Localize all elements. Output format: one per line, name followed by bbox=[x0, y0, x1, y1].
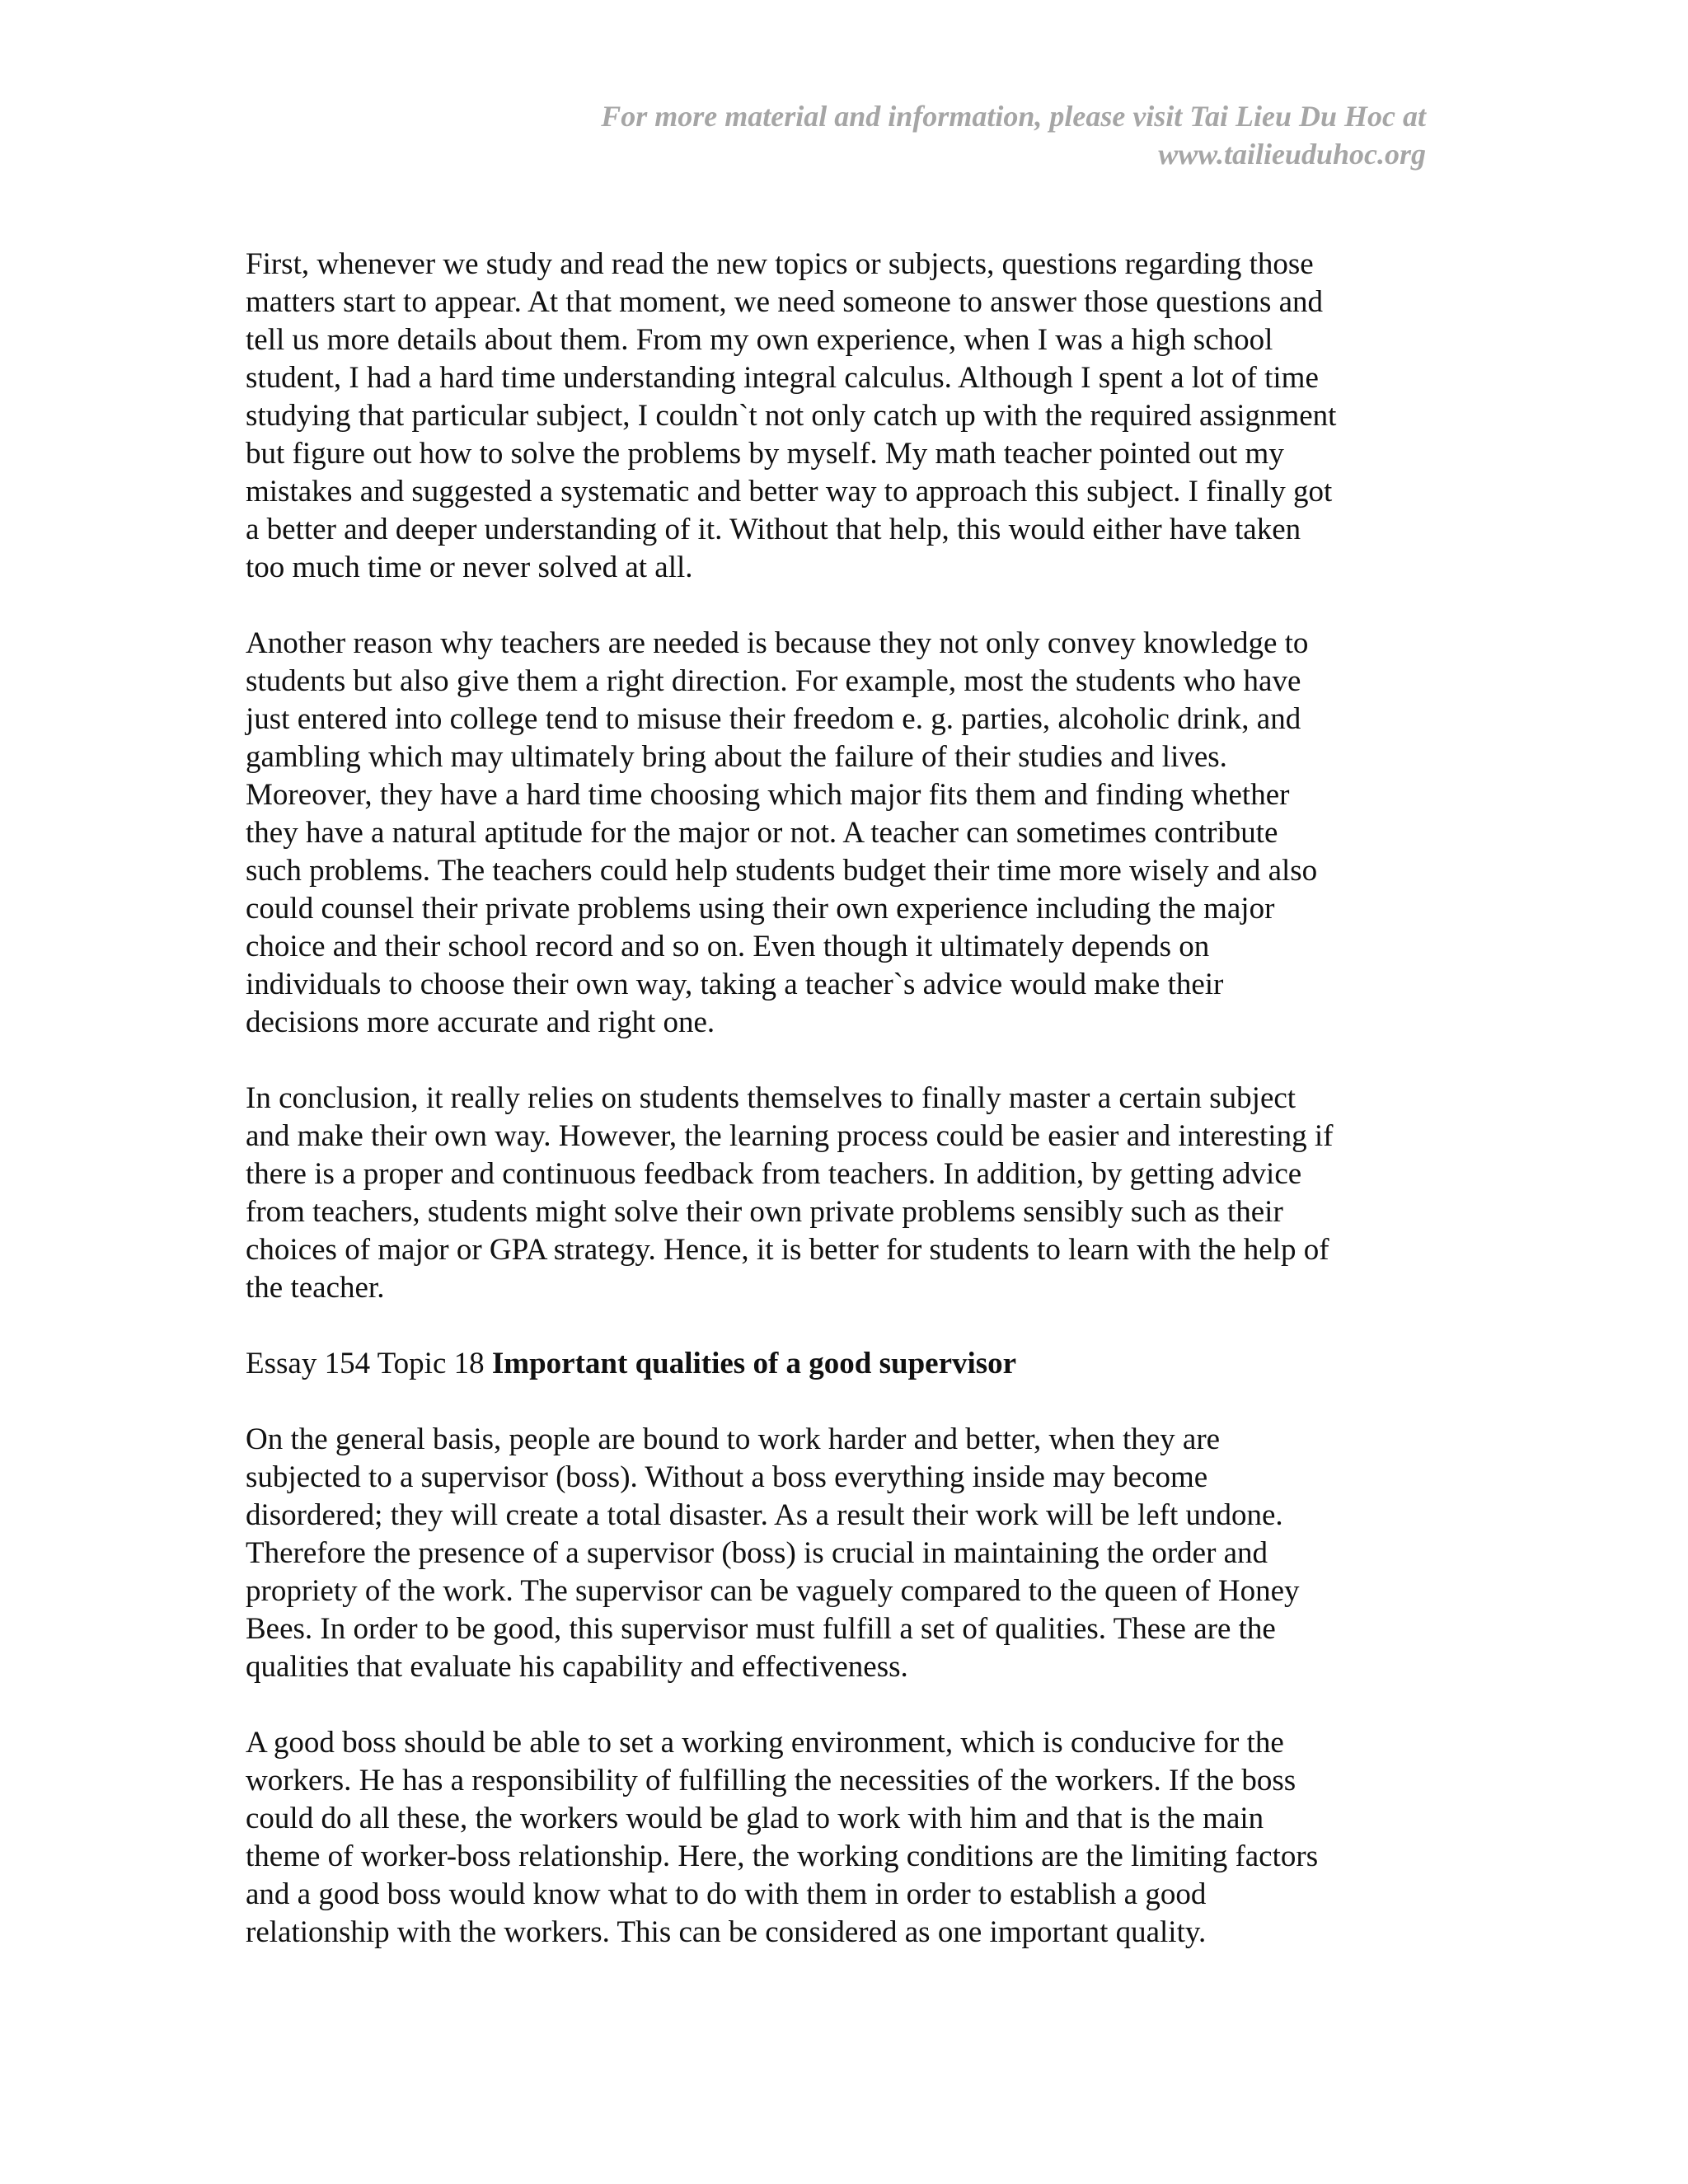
paragraph-line: workers. He has a responsibility of fulfilling the necessities of the workers. If the boss bbox=[246, 1764, 1296, 1797]
paragraph-line: there is a proper and continuous feedback from teachers. In addition, by getting advice bbox=[246, 1157, 1302, 1191]
paragraph-line: too much time or never solved at all. bbox=[246, 551, 693, 584]
paragraph-line: individuals to choose their own way, taking a teacher`s advice would make their bbox=[246, 968, 1224, 1001]
paragraph-5 bbox=[246, 1724, 1432, 1952]
paragraph-line: mistakes and suggested a systematic and better way to approach this subject. I finally got bbox=[246, 475, 1333, 509]
paragraph-line: In conclusion, it really relies on students themselves to finally master a certain subject bbox=[246, 1081, 1296, 1115]
paragraph-2 bbox=[246, 625, 1432, 1042]
paragraph-line: student, I had a hard time understanding integral calculus. Although I spent a lot of time bbox=[246, 361, 1319, 395]
paragraph-line: tell us more details about them. From my own experience, when I was a high school bbox=[246, 323, 1273, 357]
paragraph-line: subjected to a supervisor (boss). Without a boss everything inside may become bbox=[246, 1460, 1208, 1494]
paragraph-line: from teachers, students might solve their own private problems sensibly such as their bbox=[246, 1195, 1283, 1229]
paragraph-line: could do all these, the workers would be glad to work with him and that is the main bbox=[246, 1802, 1264, 1835]
essay-topic-title: Important qualities of a good supervisor bbox=[491, 1347, 1017, 1380]
essay-heading-label: Essay 154 Topic 18 bbox=[246, 1347, 492, 1380]
paragraph-3 bbox=[246, 1080, 1432, 1307]
paragraph-line: and make their own way. However, the learning process could be easier and interesting if bbox=[246, 1119, 1334, 1153]
document-body bbox=[246, 246, 1432, 1990]
paragraph-line: A good boss should be able to set a working environment, which is conducive for the bbox=[246, 1726, 1284, 1760]
paragraph-line: such problems. The teachers could help students budget their time more wisely and also bbox=[246, 854, 1318, 888]
paragraph-1 bbox=[246, 246, 1432, 587]
paragraph-line: the teacher. bbox=[246, 1271, 385, 1305]
paragraph-line: relationship with the workers. This can be considered as one important quality. bbox=[246, 1915, 1207, 1949]
paragraph-line: Moreover, they have a hard time choosing which major fits them and finding whether bbox=[246, 778, 1290, 812]
paragraph-line: and a good boss would know what to do with them in order to establish a good bbox=[246, 1877, 1207, 1911]
paragraph-line: qualities that evaluate his capability and effectiveness. bbox=[246, 1650, 908, 1684]
paragraph-line: decisions more accurate and right one. bbox=[246, 1005, 715, 1039]
paragraph-line: but figure out how to solve the problems by myself. My math teacher pointed out my bbox=[246, 437, 1284, 471]
paragraph-line: Therefore the presence of a supervisor (boss) is crucial in maintaining the order and bbox=[246, 1536, 1268, 1570]
paragraph-line: propriety of the work. The supervisor can be vaguely compared to the queen of Honey bbox=[246, 1574, 1300, 1608]
paragraph-line: On the general basis, people are bound to work harder and better, when they are bbox=[246, 1422, 1221, 1456]
paragraph-line: Bees. In order to be good, this supervisor must fulfill a set of qualities. These are the bbox=[246, 1612, 1276, 1646]
paragraph-line: choice and their school record and so on. Even though it ultimately depends on bbox=[246, 930, 1210, 963]
paragraph-line: could counsel their private problems using their own experience including the major bbox=[246, 892, 1275, 926]
paragraph-line: a better and deeper understanding of it. Without that help, this would either have taken bbox=[246, 513, 1301, 546]
header-note bbox=[437, 97, 1426, 173]
essay-heading bbox=[246, 1345, 1432, 1383]
paragraph-line: gambling which may ultimately bring about the failure of their studies and lives. bbox=[246, 740, 1227, 774]
paragraph-line: disordered; they will create a total disaster. As a result their work will be left undone. bbox=[246, 1498, 1283, 1532]
paragraph-line: Another reason why teachers are needed is because they not only convey knowledge to bbox=[246, 626, 1309, 660]
header-note-line-2: www.tailieuduhoc.org bbox=[1158, 138, 1426, 171]
paragraph-line: First, whenever we study and read the new topics or subjects, questions regarding those bbox=[246, 247, 1314, 281]
paragraph-line: they have a natural aptitude for the major or not. A teacher can sometimes contribute bbox=[246, 816, 1278, 850]
paragraph-line: students but also give them a right direction. For example, most the students who have bbox=[246, 664, 1301, 698]
paragraph-line: matters start to appear. At that moment, we need someone to answer those questions and bbox=[246, 285, 1324, 319]
paragraph-line: choices of major or GPA strategy. Hence, it is better for students to learn with the help of bbox=[246, 1233, 1329, 1267]
paragraph-line: theme of worker-boss relationship. Here, the working conditions are the limiting factors bbox=[246, 1840, 1319, 1873]
header-note-line-1: For more material and information, please visit Tai Lieu Du Hoc at bbox=[601, 100, 1426, 133]
paragraph-line: studying that particular subject, I couldn`t not only catch up with the required assignment bbox=[246, 399, 1337, 433]
paragraph-line: just entered into college tend to misuse their freedom e. g. parties, alcoholic drink, and bbox=[246, 702, 1301, 736]
paragraph-4 bbox=[246, 1421, 1432, 1686]
